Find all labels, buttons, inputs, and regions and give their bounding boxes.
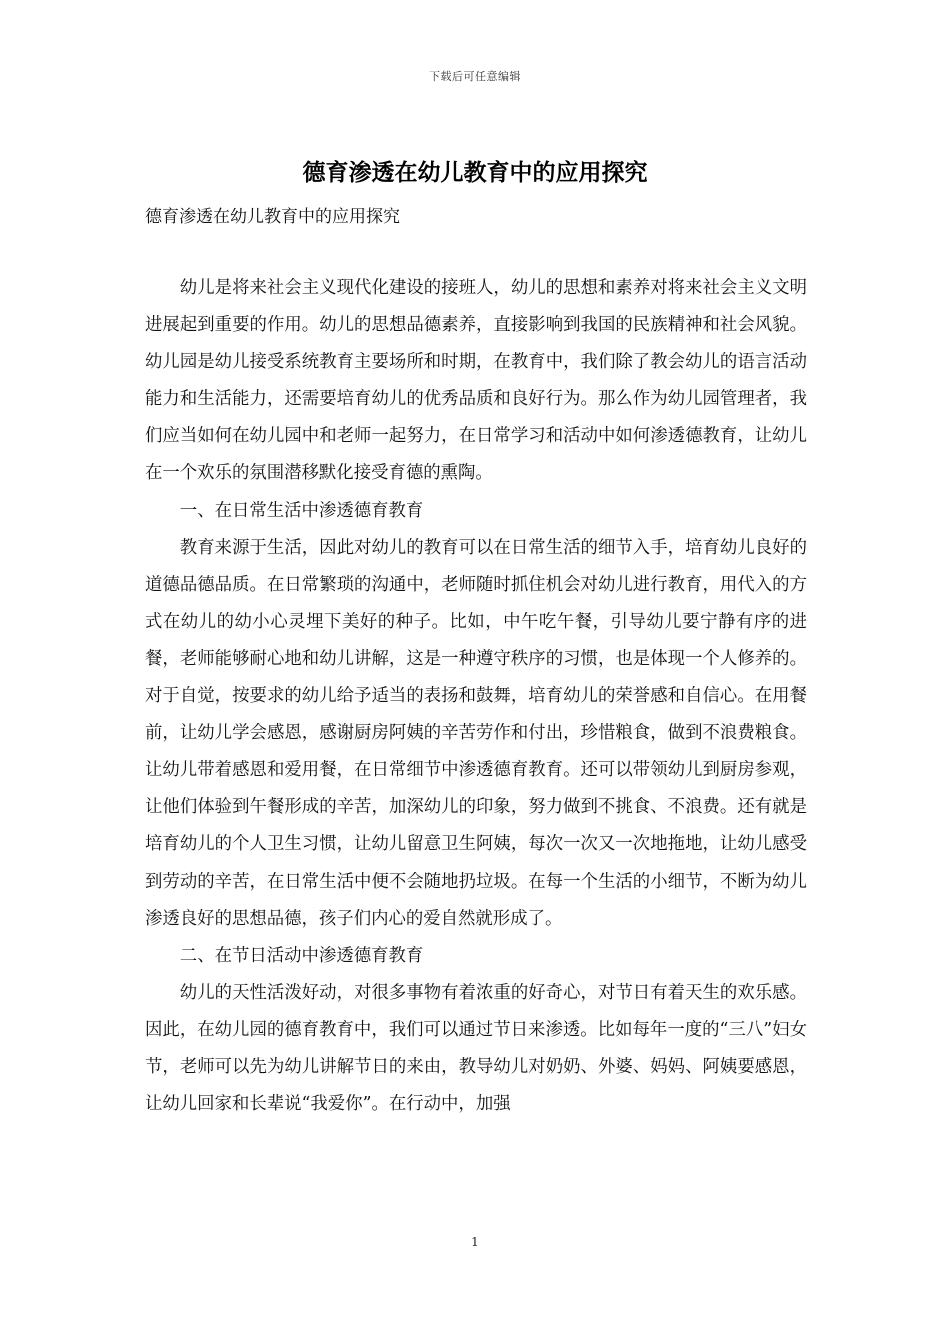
section-2-paragraph: 幼儿的天性活泼好动，对很多事物有着浓重的好奇心，对节日有着天生的欢乐感。因此，在幼儿园的德育教育中，我们可以通过节日来渗透。比如每年一度的“三八”妇女节，老师可以先为幼儿讲解节日的来由，教导幼儿对奶奶、外婆、妈妈、阿姨要感恩，让幼儿回家和长辈说“我爱你”。在行动中，加强	[145, 982, 807, 1115]
section-heading-1: 一、在日常生活中渗透德育教育	[179, 500, 424, 521]
page-number: 1	[471, 1235, 479, 1249]
page-header-note: 下载后可任意编辑	[429, 70, 521, 83]
document-body	[145, 270, 807, 1123]
section-1-paragraph: 教育来源于生活，因此对幼儿的教育可以在日常生活的细节入手，培育幼儿良好的道德品德品质。在日常繁琐的沟通中，老师随时抓住机会对幼儿进行教育，用代入的方式在幼儿的幼小心灵埋下美好的种子。比如，中午吃午餐，引导幼儿要宁静有序的进餐，老师能够耐心地和幼儿讲解，这是一种遵守秩序的习惯，也是体现一个人修养的。对于自觉，按要求的幼儿给予适当的表扬和鼓舞，培育幼儿的荣誉感和自信心。在用餐前，让幼儿学会感恩，感谢厨房阿姨的辛苦劳作和付出，珍惜粮食，做到不浪费粮食。让幼儿带着感恩和爱用餐，在日常细节中渗透德育教育。还可以带领幼儿到厨房参观，让他们体验到午餐形成的辛苦，加深幼儿的印象，努力做到不挑食、不浪费。还有就是培育幼儿的个人卫生习惯，让幼儿留意卫生阿姨，每次一次又一次地拖地，让幼儿感受到劳动的辛苦，在日常生活中便不会随地扔垃圾。在每一个生活的小细节，不断为幼儿渗透良好的思想品德，孩子们内心的爱自然就形成了。	[145, 537, 807, 929]
section-heading-2: 二、在节日活动中渗透德育教育	[179, 945, 424, 966]
document-title: 德育渗透在幼儿教育中的应用探究	[302, 159, 648, 186]
document-subtitle: 德育渗透在幼儿教育中的应用探究	[145, 207, 400, 227]
intro-paragraph: 幼儿是将来社会主义现代化建设的接班人，幼儿的思想和素养对将来社会主义文明进展起到重要的作用。幼儿的思想品德素养，直接影响到我国的民族精神和社会风貌。幼儿园是幼儿接受系统教育主要场所和时期，在教育中，我们除了教会幼儿的语言活动能力和生活能力，还需要培育幼儿的优秀品质和良好行为。那么作为幼儿园管理者，我们应当如何在幼儿园中和老师一起努力，在日常学习和活动中如何渗透德教育，让幼儿在一个欢乐的氛围潜移默化接受育德的熏陶。	[145, 278, 807, 484]
